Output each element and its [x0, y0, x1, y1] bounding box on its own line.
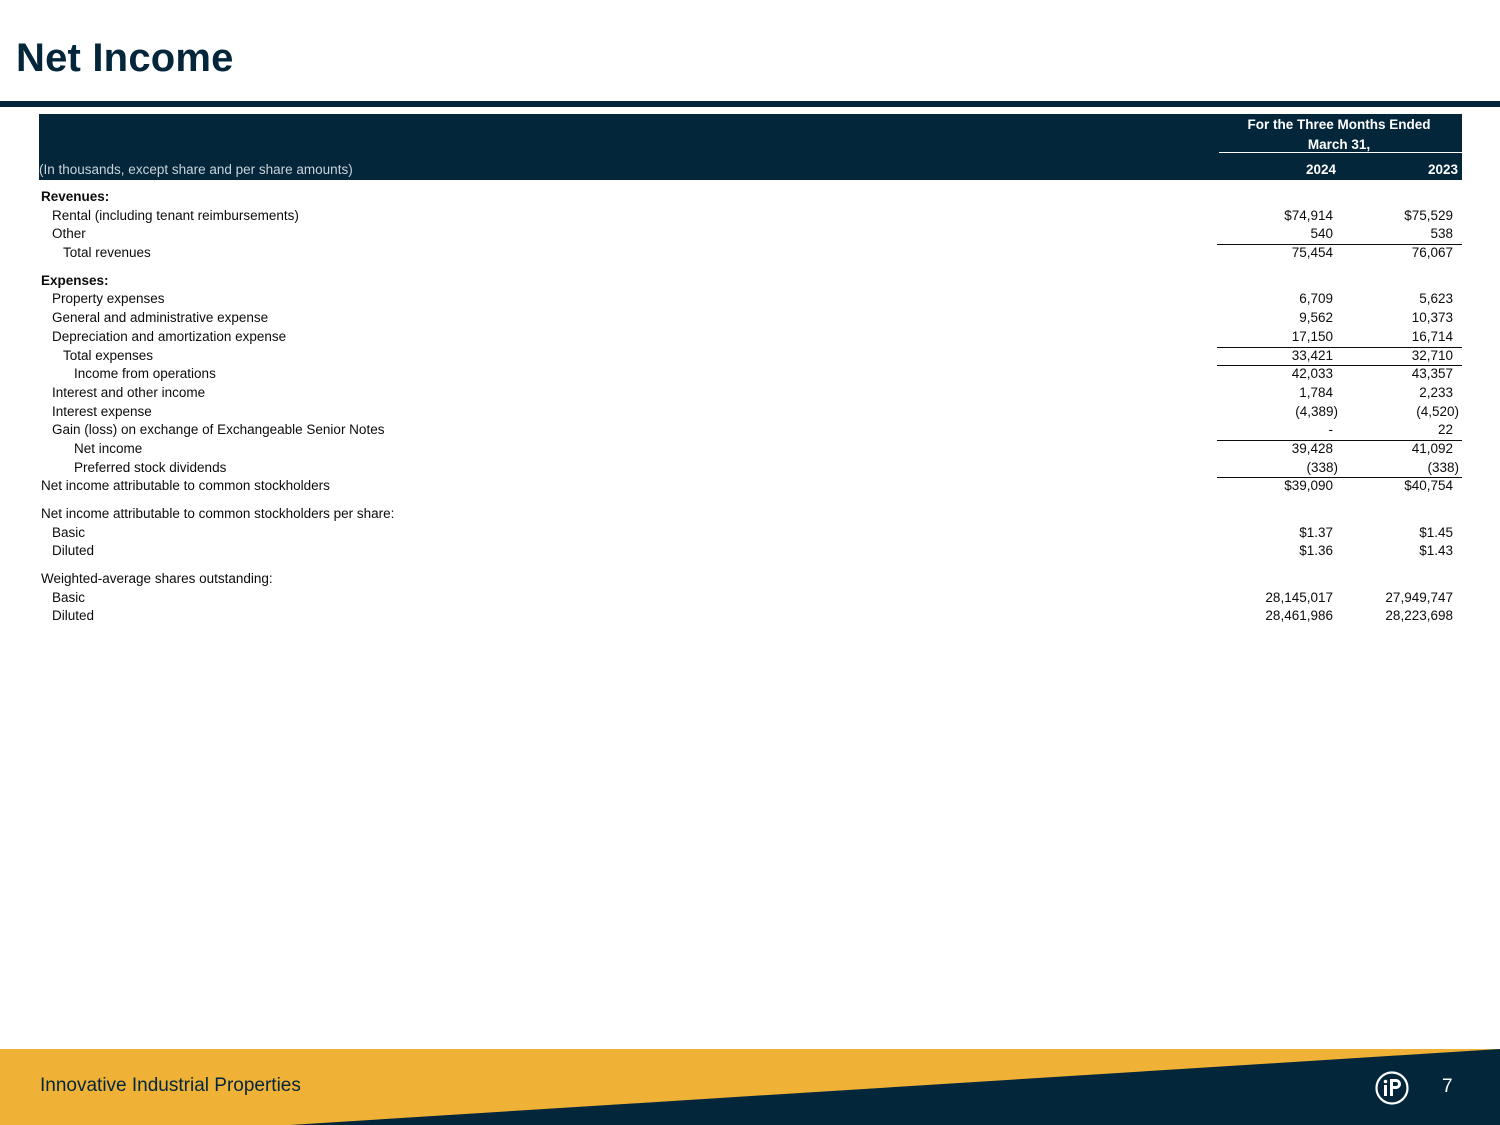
column-header-2024: 2024	[1305, 162, 1336, 177]
value-2024: 9,562	[1299, 310, 1333, 326]
value-2024: (4,389)	[1295, 403, 1338, 419]
row-label: Total revenues	[63, 245, 151, 261]
table-row-interest-expense	[41, 403, 1462, 422]
value-2024: 42,033	[1291, 366, 1333, 382]
table-row-interest-other-income	[41, 384, 1462, 403]
value-2024: 6,709	[1299, 291, 1333, 307]
value-2023: 28,223,698	[1385, 608, 1453, 624]
table-row-property-expenses	[41, 290, 1462, 309]
table-row-net-income-common	[41, 477, 1462, 496]
row-label: Interest and other income	[52, 384, 206, 400]
table-row-other	[41, 225, 1462, 244]
value-2024: $74,914	[1284, 207, 1333, 223]
row-label: General and administrative expense	[52, 310, 269, 326]
value-2024: $1.37	[1299, 524, 1333, 540]
period-heading-underline	[1219, 152, 1462, 153]
value-2023: $40,754	[1404, 478, 1453, 494]
row-label: Gain (loss) on exchange of Exchangeable Senior Notes	[52, 422, 385, 438]
table-row-eps-diluted	[41, 542, 1462, 561]
page-number: 7	[1442, 1076, 1453, 1097]
value-2023: 27,949,747	[1385, 589, 1453, 605]
value-2023: $1.43	[1419, 543, 1453, 559]
row-label: Net income attributable to common stockholders per share:	[41, 506, 395, 521]
value-2023: 2,233	[1419, 384, 1453, 400]
value-2023: 5,623	[1419, 291, 1453, 307]
table-row-rental	[41, 207, 1462, 226]
row-label: Income from operations	[74, 366, 216, 382]
value-2024: 28,145,017	[1265, 589, 1333, 605]
row-label: Basic	[52, 524, 86, 540]
table-row-gain-loss-exchange	[41, 421, 1462, 440]
row-label: Net income attributable to common stockholders	[41, 478, 330, 494]
value-2023: 22	[1437, 422, 1453, 438]
table-row-income-from-operations	[41, 365, 1462, 384]
table-caption: (In thousands, except share and per share amounts)	[39, 162, 353, 177]
value-2023: 41,092	[1411, 440, 1453, 456]
column-header-2023: 2023	[1427, 162, 1458, 177]
value-2023: 76,067	[1411, 245, 1453, 261]
row-label: Preferred stock dividends	[74, 459, 227, 475]
row-label: Diluted	[52, 543, 95, 559]
value-2024: $1.36	[1299, 543, 1333, 559]
period-heading-line1: For the Three Months Ended	[1247, 117, 1431, 132]
table-row-preferred-dividends	[41, 459, 1462, 478]
value-2024: 33,421	[1291, 347, 1333, 363]
row-label: Other	[52, 226, 86, 242]
value-2024: 28,461,986	[1265, 608, 1333, 624]
value-2024: -	[1328, 422, 1333, 438]
row-label: Total expenses	[63, 347, 154, 363]
table-row-net-income	[41, 440, 1462, 459]
value-2024: 75,454	[1291, 245, 1333, 261]
row-label: Interest expense	[52, 403, 152, 419]
section-header-expenses	[41, 272, 1462, 291]
row-label: Net income	[74, 440, 143, 456]
section-header-weighted-shares	[41, 570, 1462, 589]
period-heading-line2: March 31,	[1307, 137, 1371, 152]
iip-logo-icon	[1375, 1071, 1409, 1105]
row-label: Rental (including tenant reimbursements)	[52, 207, 299, 223]
value-2023: 43,357	[1411, 366, 1453, 382]
value-2023: 538	[1430, 226, 1453, 242]
value-2024: 39,428	[1291, 440, 1333, 456]
value-2024: (338)	[1306, 459, 1338, 475]
value-2024: 17,150	[1291, 328, 1333, 344]
table-row-eps-basic	[41, 524, 1462, 543]
table-row-depreciation	[41, 328, 1462, 347]
table-row-total-expenses	[41, 347, 1462, 366]
footer-company-name: Innovative Industrial Properties	[40, 1075, 301, 1096]
value-2023: 16,714	[1411, 328, 1453, 344]
value-2023: 10,373	[1411, 310, 1453, 326]
section-header-per-share	[41, 505, 1462, 524]
table-row-shares-basic	[41, 589, 1462, 608]
value-2024: 1,784	[1299, 384, 1333, 400]
table-row-total-revenues	[41, 244, 1462, 263]
value-2024: $39,090	[1284, 478, 1333, 494]
table-header	[39, 114, 1462, 180]
value-2023: (338)	[1427, 459, 1459, 475]
row-label: Depreciation and amortization expense	[52, 328, 287, 344]
row-label: Expenses:	[41, 272, 109, 288]
row-label: Diluted	[52, 608, 95, 624]
value-2023: (4,520)	[1416, 403, 1459, 419]
page-title: Net Income	[16, 36, 234, 80]
title-rule	[0, 101, 1500, 107]
table-row-general-admin	[41, 309, 1462, 328]
row-label: Weighted-average shares outstanding:	[41, 571, 273, 587]
income-statement-table	[41, 188, 1462, 626]
section-header-revenues	[41, 188, 1462, 207]
row-label: Basic	[52, 589, 86, 605]
value-2023: 32,710	[1411, 347, 1453, 363]
table-row-shares-diluted	[41, 607, 1462, 626]
value-2023: $1.45	[1419, 524, 1453, 540]
value-2024: 540	[1310, 226, 1333, 242]
row-label: Property expenses	[52, 291, 165, 307]
value-2023: $75,529	[1404, 207, 1453, 223]
row-label: Revenues:	[41, 189, 110, 204]
